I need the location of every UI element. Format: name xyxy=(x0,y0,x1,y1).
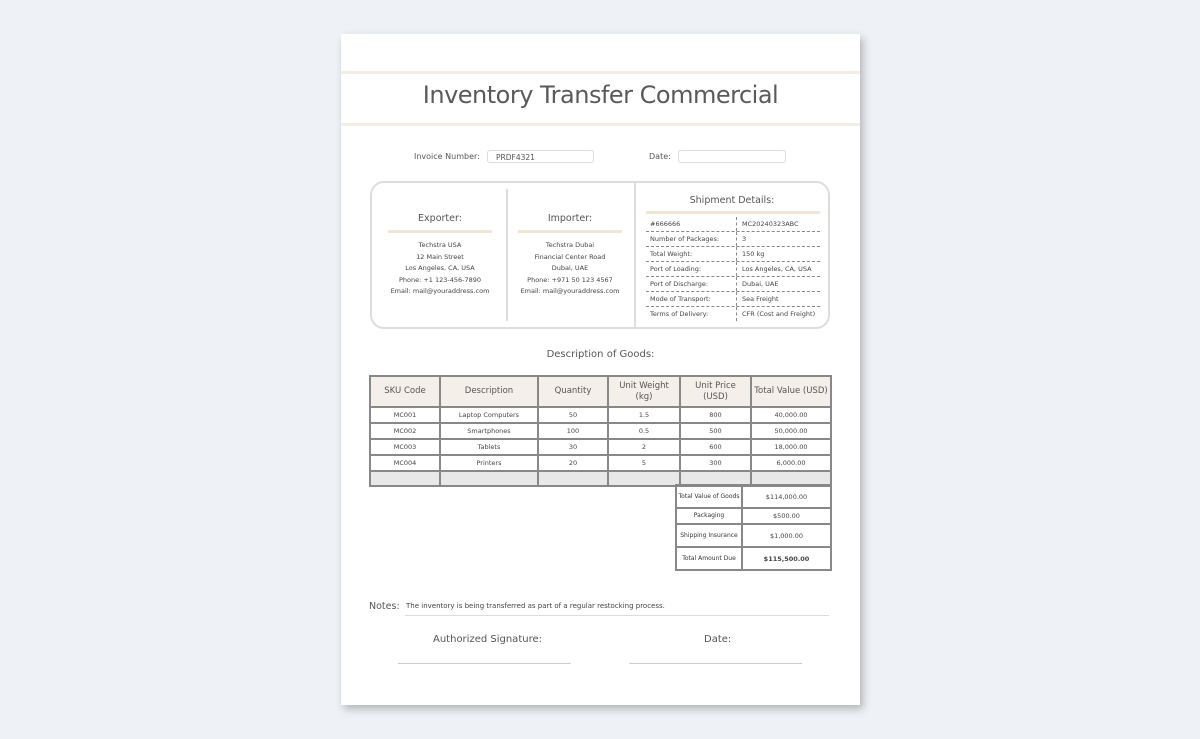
shipment-row xyxy=(646,217,820,232)
shipment-key: Total Weight: xyxy=(646,247,737,261)
notes-field[interactable]: The inventory is being transferred as part of a regular restocking process. xyxy=(406,602,665,610)
exporter-line: 12 Main Street xyxy=(416,252,464,261)
cell: 20 xyxy=(538,455,608,471)
shipment-value: 3 xyxy=(742,235,747,243)
shipment-row xyxy=(646,262,820,277)
invoice-number-field[interactable]: PRDF4321 xyxy=(487,150,594,163)
header-band-bottom xyxy=(341,123,860,126)
totals-row xyxy=(676,485,831,508)
cell: 50,000.00 xyxy=(751,423,831,439)
exporter-heading: Exporter: xyxy=(418,213,462,224)
cell: 800 xyxy=(680,407,751,423)
shipment-key: Port of Discharge: xyxy=(646,277,737,291)
totals-row-due xyxy=(676,547,831,570)
table-row xyxy=(370,455,831,471)
column-header: Description xyxy=(440,376,538,407)
totals-row xyxy=(676,508,831,524)
shipment-value: 150 kg xyxy=(742,250,765,258)
shipment-value: Los Angeles, CA, USA xyxy=(742,265,812,273)
signature-date-line[interactable] xyxy=(629,663,802,664)
shipment-details xyxy=(636,183,828,321)
cell: Smartphones xyxy=(440,423,538,439)
invoice-page xyxy=(341,34,860,705)
shipment-key: Number of Packages: xyxy=(646,232,737,246)
cell: 300 xyxy=(680,455,751,471)
exporter-line: Techstra USA xyxy=(418,241,462,249)
cell: 600 xyxy=(680,439,751,455)
shipment-row xyxy=(646,247,820,262)
shipment-value: Dubai, UAE xyxy=(742,280,779,288)
table-row xyxy=(370,407,831,423)
totals-label: Total Amount Due xyxy=(676,547,742,570)
cell[interactable] xyxy=(608,471,680,486)
importer-line: Phone: +971 50 123 4567 xyxy=(527,275,613,284)
divider xyxy=(518,230,622,233)
shipment-row xyxy=(646,292,820,307)
importer-line: Financial Center Road xyxy=(534,252,606,261)
notes-underline xyxy=(405,615,829,616)
cell: 5 xyxy=(608,455,680,471)
shipment-row xyxy=(646,277,820,292)
page-title: Inventory Transfer Commercial xyxy=(422,81,779,109)
shipment-value: CFR (Cost and Freight) xyxy=(742,310,816,318)
totals-label: Packaging xyxy=(676,508,742,524)
cell: 100 xyxy=(538,423,608,439)
exporter-line: Phone: +1 123-456-7890 xyxy=(398,275,482,284)
importer-line: Dubai, UAE xyxy=(551,264,589,272)
cell[interactable] xyxy=(440,471,538,486)
totals-table xyxy=(675,484,832,571)
cell: 500 xyxy=(680,423,751,439)
importer-heading: Importer: xyxy=(547,213,593,224)
column-header: Total Value (USD) xyxy=(751,376,831,407)
shipment-row xyxy=(646,307,820,321)
cell: Laptop Computers xyxy=(440,407,538,423)
shipment-heading: Shipment Details: xyxy=(689,195,775,206)
totals-value: $1,000.00 xyxy=(742,524,831,547)
importer-line: Email: mail@youraddress.com xyxy=(520,287,620,295)
cell: MC003 xyxy=(370,439,440,455)
cell: Printers xyxy=(440,455,538,471)
cell: MC002 xyxy=(370,423,440,439)
cell: MC001 xyxy=(370,407,440,423)
cell: 30 xyxy=(538,439,608,455)
importer-line: Techstra Dubai xyxy=(545,241,595,249)
table-row xyxy=(370,439,831,455)
totals-value: $500.00 xyxy=(742,508,831,524)
totals-row xyxy=(676,524,831,547)
shipment-key: Terms of Delivery: xyxy=(646,307,737,321)
exporter-section xyxy=(380,183,500,298)
signature-date-label: Date: xyxy=(704,634,732,645)
cell[interactable] xyxy=(370,471,440,486)
cell: 18,000.00 xyxy=(751,439,831,455)
exporter-line: Los Angeles, CA, USA xyxy=(405,264,475,272)
column-header: Unit Price (USD) xyxy=(680,376,751,407)
totals-value: $115,500.00 xyxy=(742,547,831,570)
shipment-key: #666666 xyxy=(646,217,737,231)
table-row xyxy=(370,423,831,439)
date-label: Date: xyxy=(649,152,671,161)
parties-box xyxy=(370,181,830,329)
cell: 2 xyxy=(608,439,680,455)
exporter-line: Email: mail@youraddress.com xyxy=(390,287,490,295)
cell: 6,000.00 xyxy=(751,455,831,471)
shipment-key: Port of Loading: xyxy=(646,262,737,276)
column-header: Quantity xyxy=(538,376,608,407)
importer-section xyxy=(510,183,630,298)
totals-label: Total Value of Goods xyxy=(676,485,742,508)
goods-table xyxy=(369,375,832,487)
divider xyxy=(506,189,508,321)
shipment-value: Sea Freight xyxy=(742,295,779,303)
cell: 50 xyxy=(538,407,608,423)
invoice-number-label: Invoice Number: xyxy=(414,152,480,161)
header-band-top xyxy=(341,71,860,74)
shipment-value: MC20240323ABC xyxy=(742,220,799,228)
shipment-row xyxy=(646,232,820,247)
divider xyxy=(646,211,820,214)
cell: 1.5 xyxy=(608,407,680,423)
goods-heading: Description of Goods: xyxy=(546,349,655,360)
cell: Tablets xyxy=(440,439,538,455)
signature-line[interactable] xyxy=(398,663,571,664)
cell: 40,000.00 xyxy=(751,407,831,423)
date-field[interactable] xyxy=(678,150,786,163)
totals-value: $114,000.00 xyxy=(742,485,831,508)
notes-label: Notes: xyxy=(369,601,400,612)
column-header: SKU Code xyxy=(370,376,440,407)
shipment-key: Mode of Transport: xyxy=(646,292,737,306)
column-header: Unit Weight (kg) xyxy=(608,376,680,407)
cell: MC004 xyxy=(370,455,440,471)
cell: 0.5 xyxy=(608,423,680,439)
divider xyxy=(388,230,492,233)
signature-label: Authorized Signature: xyxy=(433,634,542,645)
totals-label: Shipping Insurance xyxy=(676,524,742,547)
cell[interactable] xyxy=(538,471,608,486)
